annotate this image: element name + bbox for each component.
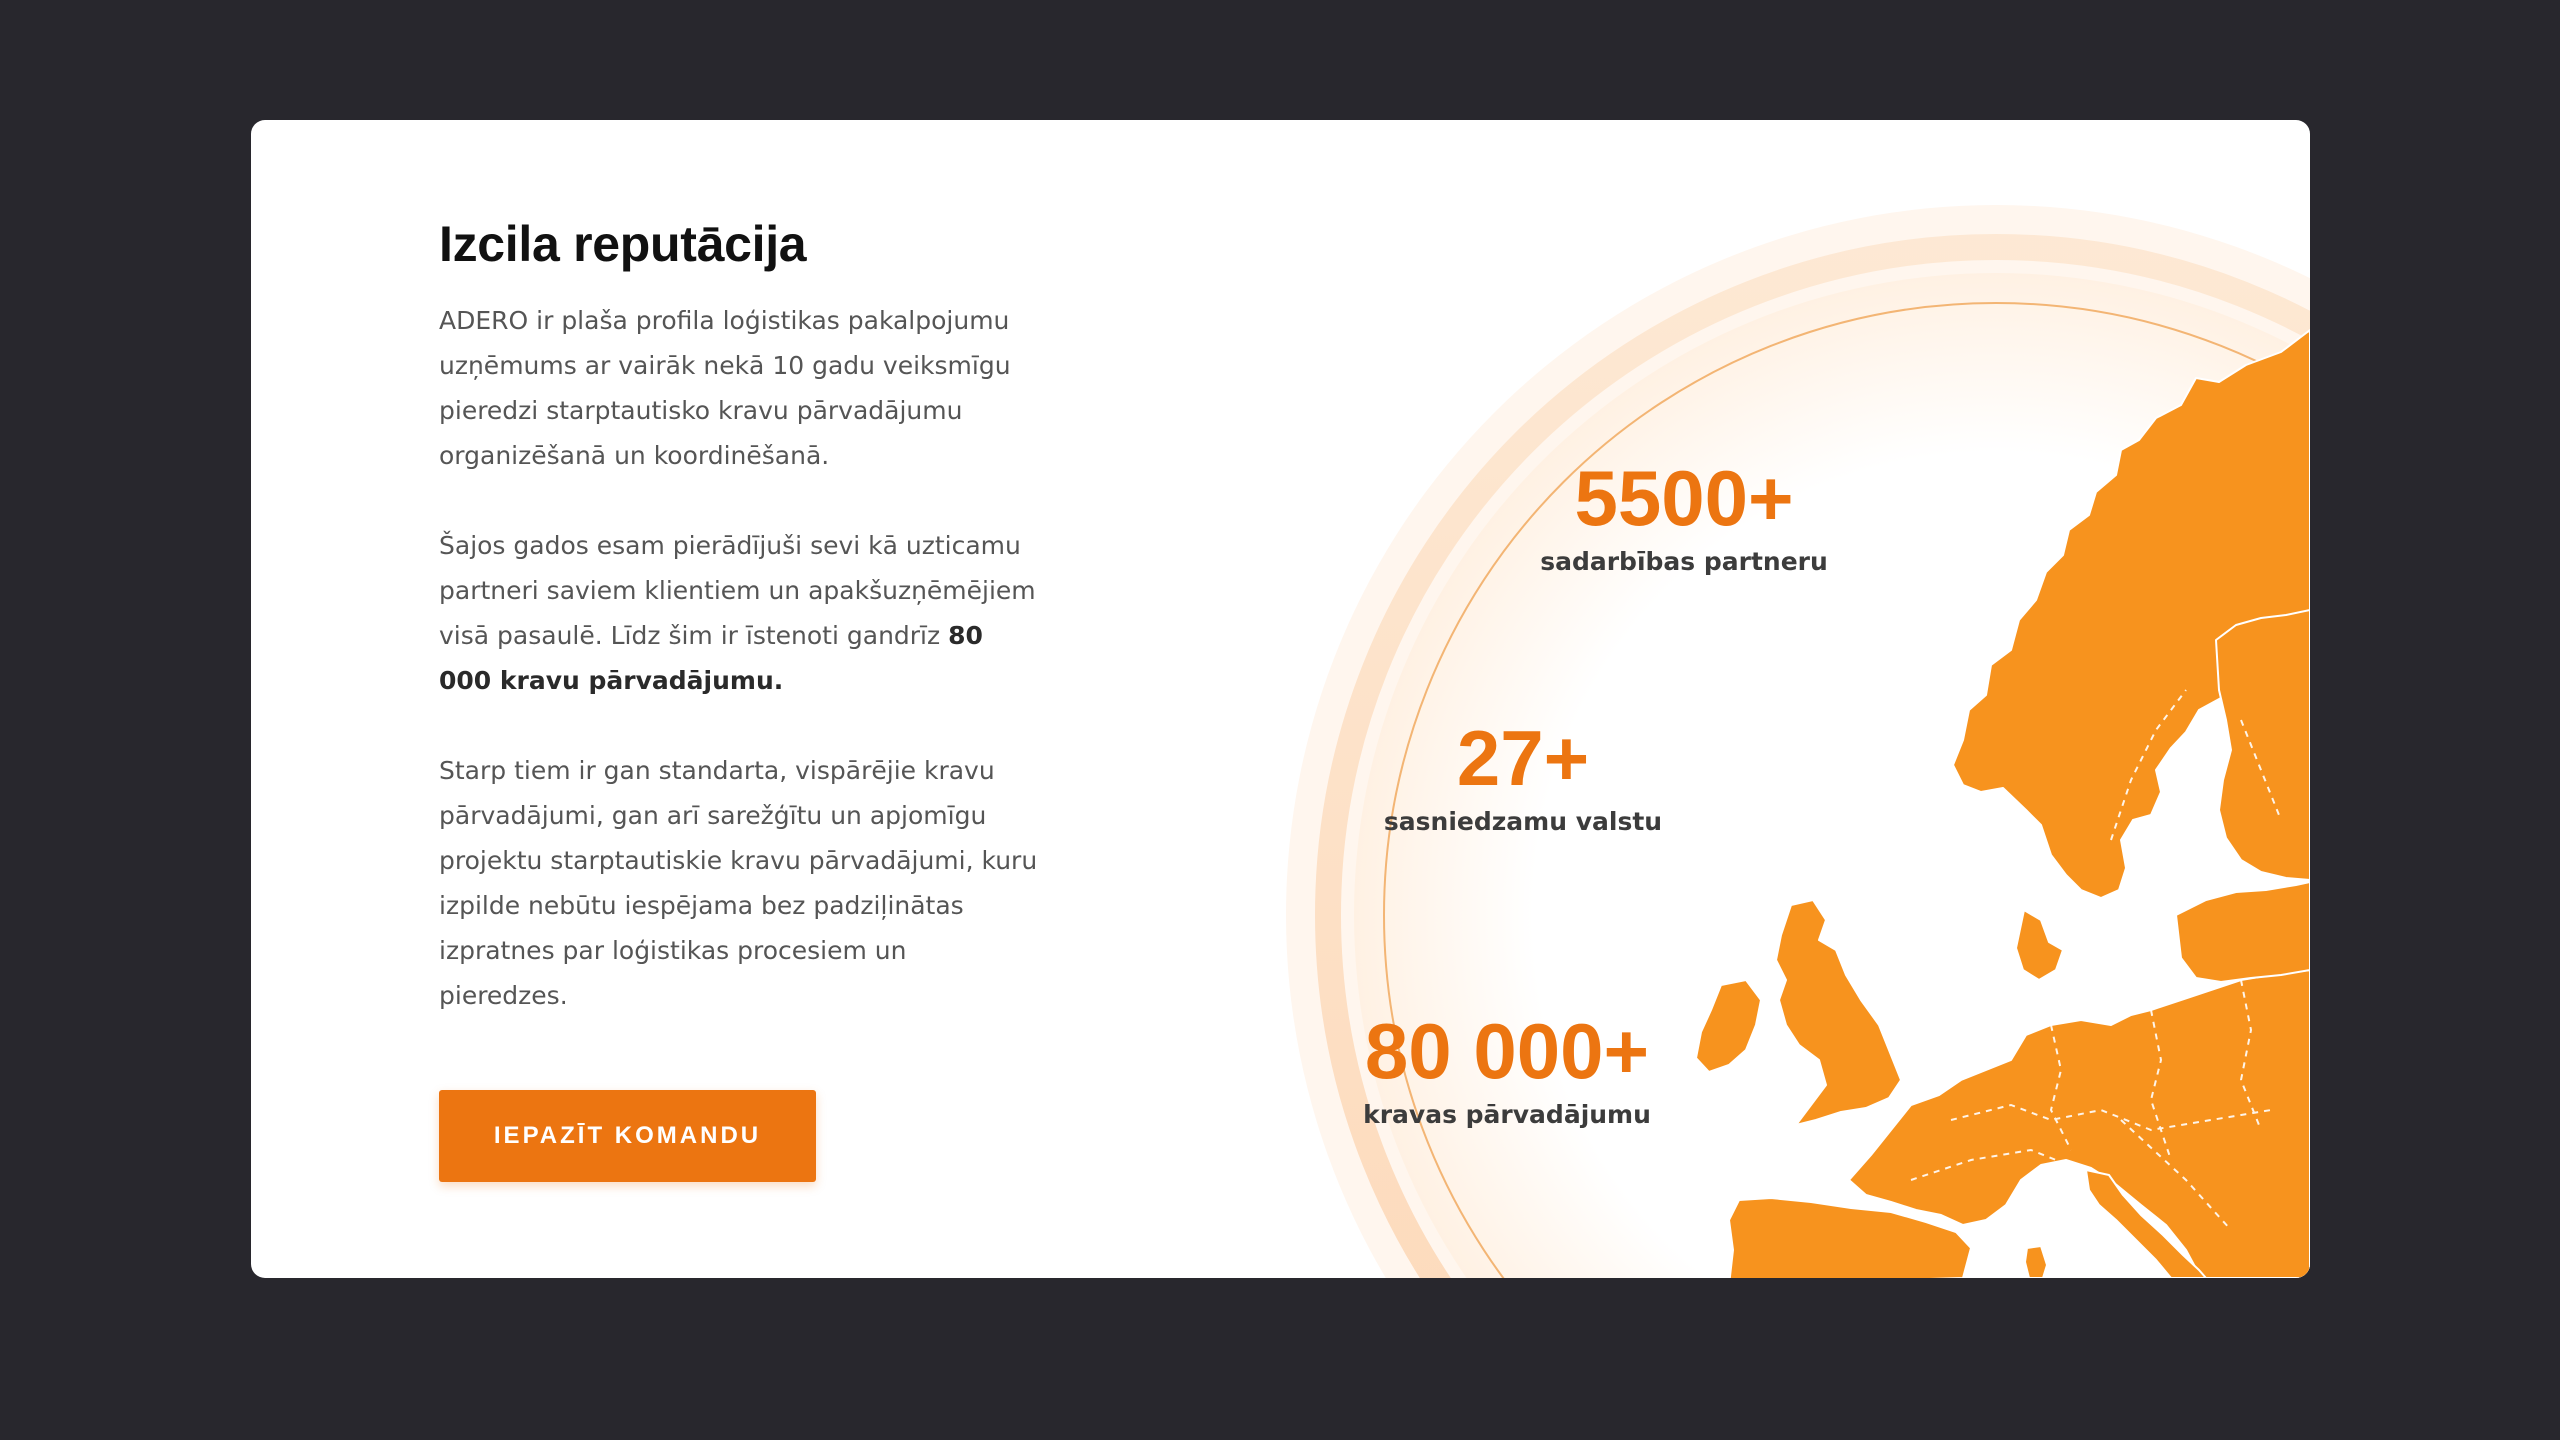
trust-paragraph-highlight: 80 000 kravu pārvadājumu. [439, 621, 983, 695]
stat-shipments [1363, 1008, 1651, 1132]
trust-paragraph [439, 523, 1039, 703]
reputation-text-column [439, 212, 1039, 1018]
stat-partners [1540, 455, 1828, 579]
stat-countries-label: sasniedzamu valstu [1383, 807, 1663, 836]
finland-shape [2216, 610, 2310, 880]
stat-partners-value: 5500+ [1574, 454, 1794, 542]
stat-countries [1384, 715, 1662, 839]
stat-shipments-value: 80 000+ [1364, 1007, 1650, 1095]
section-title: Izcila reputācija [439, 216, 807, 272]
reputation-card [251, 120, 2310, 1278]
trust-paragraph-text: Šajos gados esam pierādījuši sevi kā uzticamu partneri saviem klientiem un apakšuzņēmējiem visā pasaulē. Līdz šim ir īstenoti gandrīz [439, 531, 1036, 650]
meet-team-button[interactable]: IEPAZĪT KOMANDU [439, 1090, 816, 1182]
stat-countries-value: 27+ [1456, 714, 1590, 802]
projects-paragraph: Starp tiem ir gan standarta, vispārējie kravu pārvadājumi, gan arī sarežģītu un apjomīgu projektu starptautiskie kravu pārvadājumi, kuru izpilde nebūtu iespējama bez padziļinātas izpratnes par loģistikas procesiem un pieredzes. [439, 756, 1038, 1010]
stat-partners-label: sadarbības partneru [1540, 547, 1828, 576]
stat-shipments-label: kravas pārvadājumu [1363, 1100, 1651, 1129]
intro-paragraph: ADERO ir plaša profila loģistikas pakalpojumu uzņēmums ar vairāk nekā 10 gadu veiksmīgu pieredzi starptautisko kravu pārvadājumu organizēšanā un koordinēšanā. [439, 306, 1011, 470]
